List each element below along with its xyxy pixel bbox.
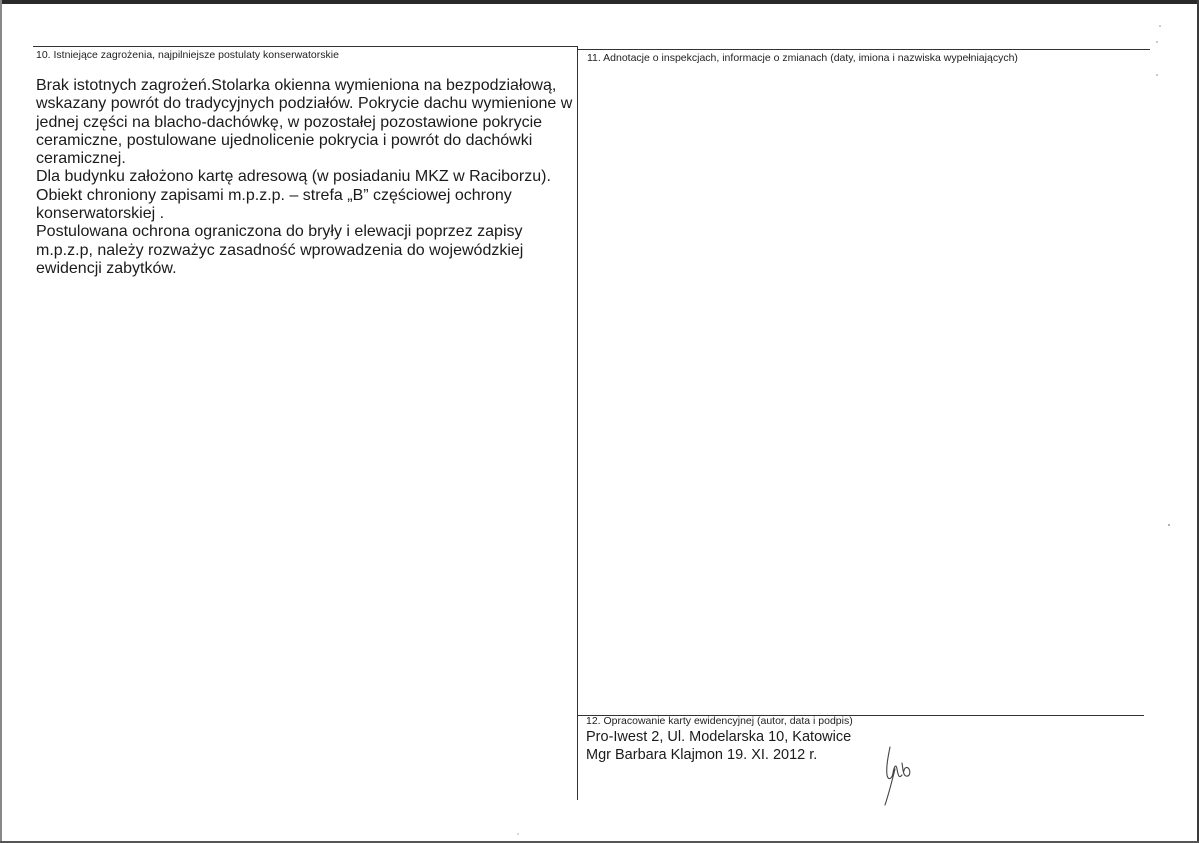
section10-paragraph: Obiekt chroniony zapisami m.p.z.p. – strefa „B” częściowej ochrony konserwatorskiej . <box>36 186 512 223</box>
section10-top-rule <box>33 46 577 47</box>
scan-speck <box>1156 41 1158 43</box>
author-name-date: Mgr Barbara Klajmon 19. XI. 2012 r. <box>586 747 818 763</box>
author-address: Pro-Iwest 2, Ul. Modelarska 10, Katowice <box>586 729 852 745</box>
section10-body <box>36 77 576 278</box>
signature <box>878 745 918 807</box>
section10-paragraph: Postulowana ochrona ograniczona do bryły i elewacji poprzez zapisy m.p.z.p, należy rozważyc zasadność wprowadzenia do wojewódzkiej ewidencji zabytków. <box>36 223 524 277</box>
section12-author <box>586 728 851 764</box>
section11-label: 11. Adnotacje o inspekcjach, informacje o zmianach (daty, imiona i nazwiska wypełniających) <box>587 52 1018 64</box>
scan-speck <box>1168 524 1170 526</box>
scan-left-edge <box>0 0 2 843</box>
section10-label: 10. Istniejące zagrożenia, najpilniejsze postulaty konserwatorskie <box>36 49 339 61</box>
section11-top-rule <box>578 49 1150 50</box>
scan-speck <box>517 833 519 835</box>
scan-speck <box>1159 25 1161 27</box>
section10-paragraph: Dla budynku założono kartę adresową (w posiadaniu MKZ w Raciborzu). <box>36 168 551 186</box>
section10-paragraph: Brak istotnych zagrożeń.Stolarka okienna wymieniona na bezpodziałową, wskazany powrót do tradycyjnych podziałów. Pokrycie dachu wymienione w jednej części na blacho-dachówkę, w pozostałej pozostawione pokrycie ceramiczne, postulowane ujednolicenie pokrycia i powrót do dachówki ceramicznej. <box>36 77 573 168</box>
scan-top-edge <box>0 0 1199 4</box>
section12-label: 12. Opracowanie karty ewidencyjnej (autor, data i podpis) <box>586 715 853 727</box>
scan-speck <box>1156 74 1158 76</box>
column-divider <box>577 46 578 800</box>
